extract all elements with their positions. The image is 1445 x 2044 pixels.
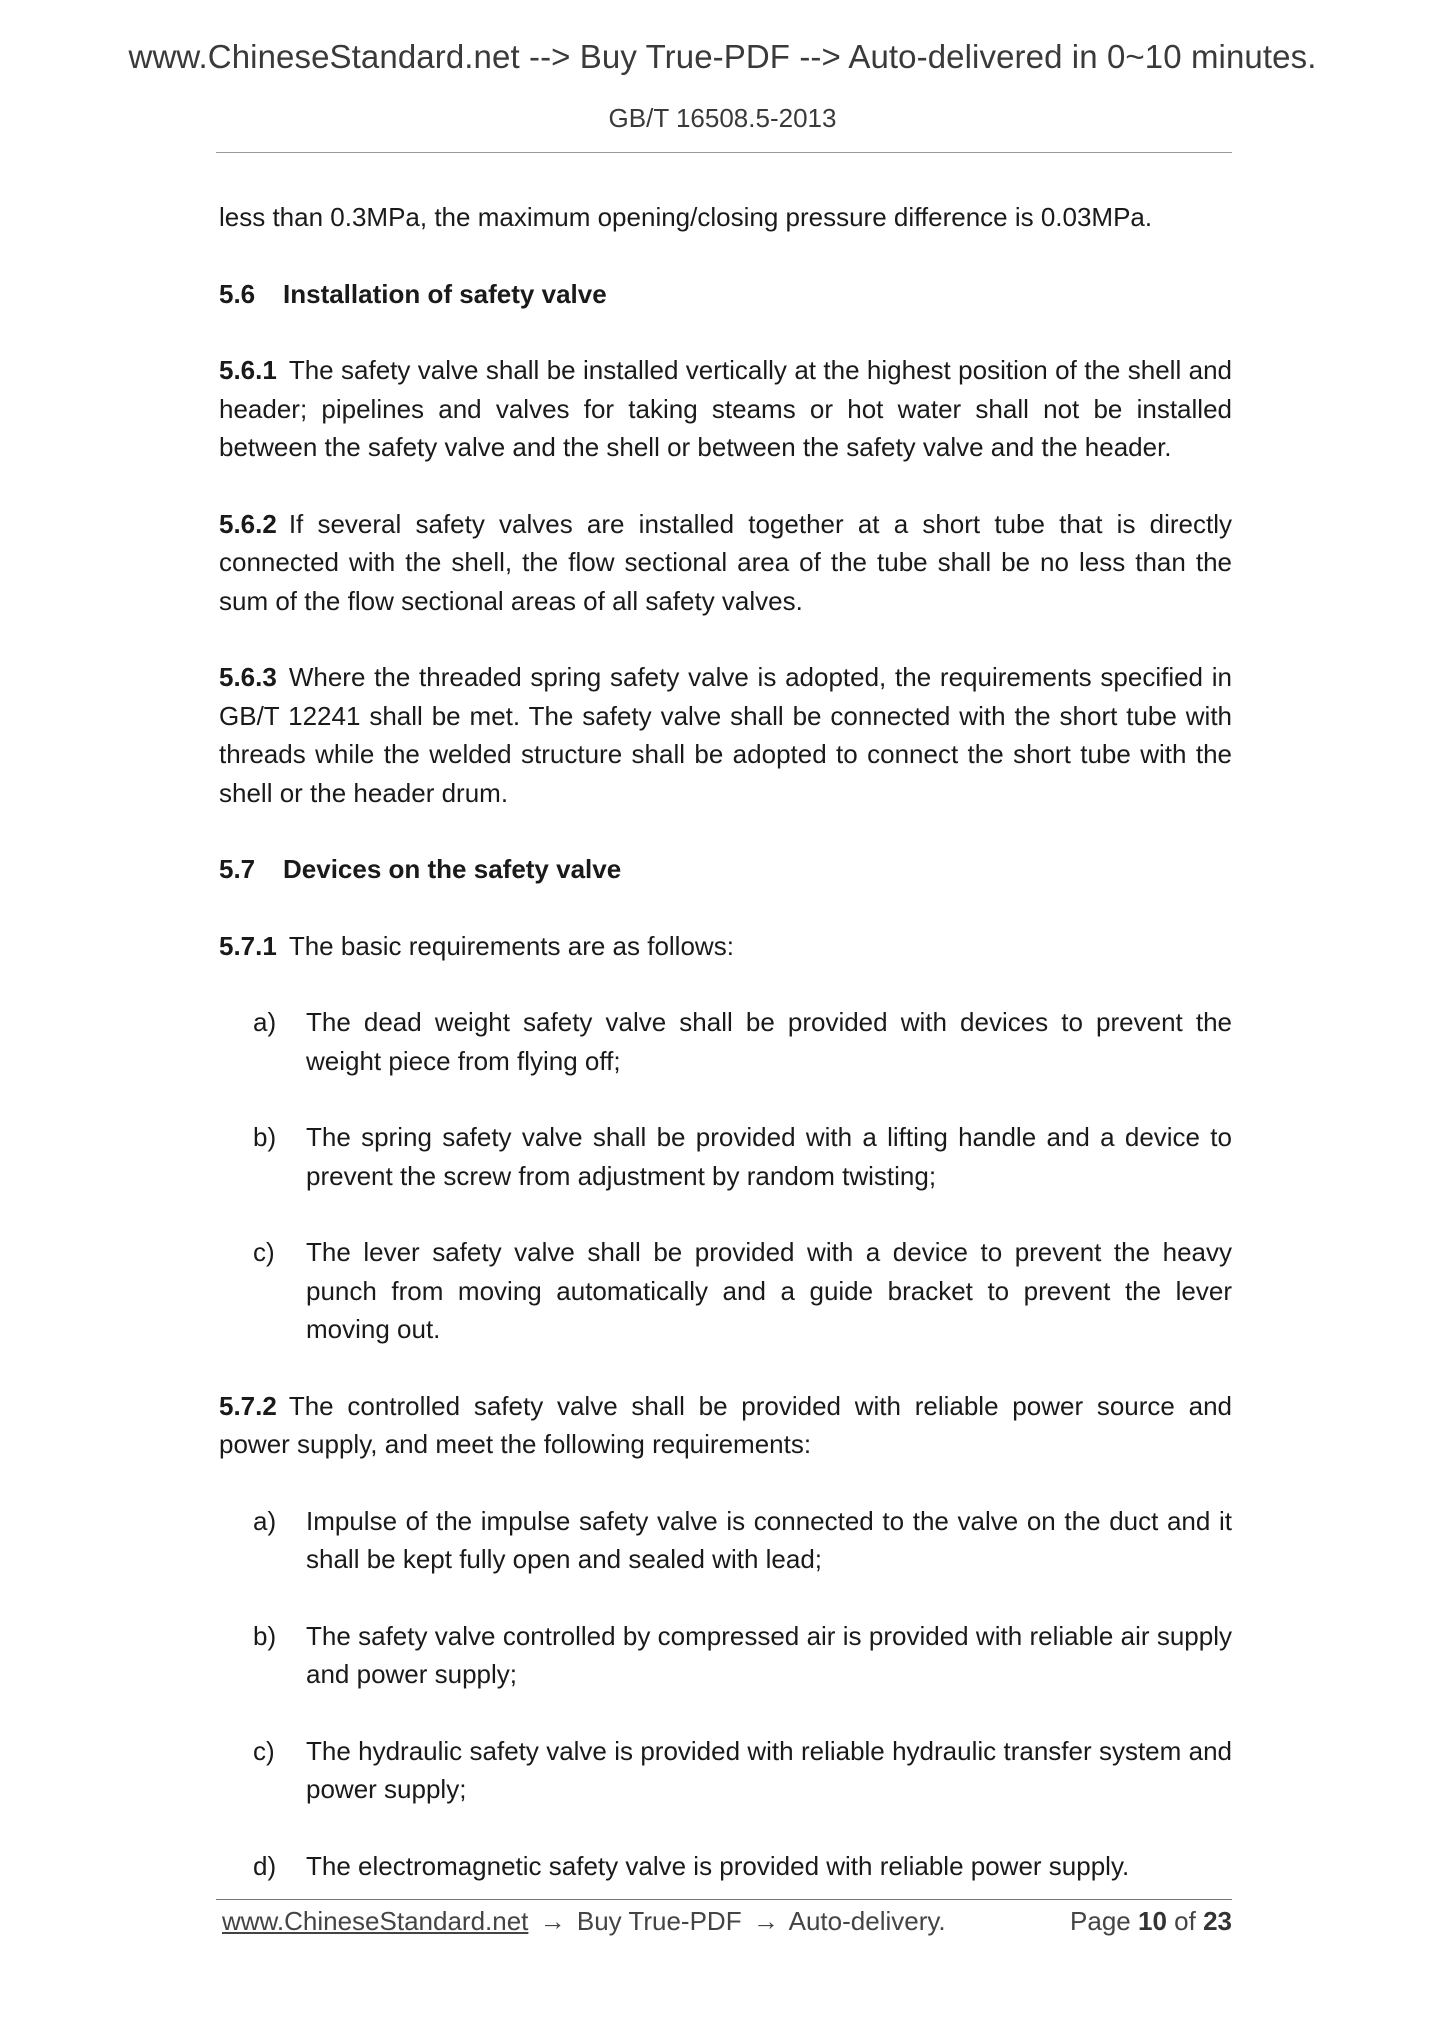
list-item-text: The hydraulic safety valve is provided with reliable hydraulic transfer system and power supply; xyxy=(306,1735,1232,1804)
clause-5-7-2 xyxy=(219,1387,1232,1464)
arrow-right-icon: → xyxy=(752,1906,779,1936)
list-item-label: c) xyxy=(253,1735,275,1766)
intro-paragraph: less than 0.3MPa, the maximum opening/closing pressure difference is 0.03MPa. xyxy=(219,202,1153,232)
clause-text: Where the threaded spring safety valve is adopted, the requirements specified in GB/T 12241 shall be met. The safety valve shall be connected with the short tube with threads while the welded structure shall be adopted to connect the short tube with the shell or the header drum. xyxy=(219,662,1232,808)
list-item xyxy=(219,1617,1232,1694)
list-item xyxy=(219,1118,1232,1195)
list-item-label: d) xyxy=(253,1850,277,1881)
clause-text: The safety valve shall be installed vertically at the highest position of the shell and header; pipelines and valves for taking steams or hot water shall not be installed between the safety valve and the shell or between the safety valve and the header. xyxy=(219,355,1232,462)
document-number: GB/T 16508.5-2013 xyxy=(608,103,837,133)
list-item xyxy=(219,1003,1232,1080)
section-title: Installation of safety valve xyxy=(283,278,607,309)
document-body xyxy=(219,198,1232,1885)
clause-number: 5.6.3 xyxy=(219,662,277,692)
current-page-number: 10 xyxy=(1138,1906,1167,1936)
list-item-text: Impulse of the impulse safety valve is connected to the valve on the duct and it shall be kept fully open and sealed with lead; xyxy=(306,1505,1232,1574)
list-item-label: b) xyxy=(253,1122,277,1152)
clause-number: 5.6.1 xyxy=(219,355,277,385)
list-item-label: b) xyxy=(253,1620,277,1651)
clause-5-6-2 xyxy=(219,505,1232,621)
page-indicator xyxy=(1070,1903,1232,1939)
list-item-text: The safety valve controlled by compressed air is provided with reliable air supply and power supply; xyxy=(306,1620,1232,1689)
list-item xyxy=(219,1502,1232,1579)
section-5-6-heading xyxy=(219,275,1232,314)
of-word: of xyxy=(1174,1906,1196,1936)
list-item xyxy=(219,1233,1232,1349)
footer-divider xyxy=(216,1899,1232,1900)
clause-text: The basic requirements are as follows: xyxy=(288,930,734,961)
list-item-text: The spring safety valve shall be provided with a lifting handle and a device to prevent the screw from adjustment by random twisting; xyxy=(306,1122,1232,1191)
list-item-label: a) xyxy=(253,1505,277,1536)
list-item xyxy=(219,1732,1232,1809)
footer-buy-text: Buy True-PDF xyxy=(576,1906,742,1936)
section-5-7-heading xyxy=(219,850,1232,889)
list-item-label: c) xyxy=(253,1237,275,1267)
top-banner: www.ChineseStandard.net --> Buy True-PDF --> Auto-delivered in 0~10 minutes. xyxy=(128,38,1317,75)
list-item-text: The electromagnetic safety valve is provided with reliable power supply. xyxy=(306,1850,1130,1881)
list-item-text: The dead weight safety valve shall be provided with devices to prevent the weight piece from flying off; xyxy=(306,1007,1232,1076)
section-number: 5.6 xyxy=(219,278,256,309)
clause-5-6-1 xyxy=(219,351,1232,467)
page-footer xyxy=(222,1903,1232,1939)
clause-5-6-3 xyxy=(219,658,1232,812)
clause-text: The controlled safety valve shall be provided with reliable power source and power supply, and meet the following requirements: xyxy=(219,1390,1232,1459)
list-item-text: The lever safety valve shall be provided with a device to prevent the heavy punch from moving automatically and a guide bracket to prevent the lever moving out. xyxy=(306,1237,1232,1344)
total-page-number: 23 xyxy=(1203,1906,1232,1936)
footer-delivery-text: Auto-delivery. xyxy=(788,1906,946,1936)
clause-number: 5.7.1 xyxy=(219,930,277,961)
list-item-label: a) xyxy=(253,1007,277,1037)
section-number: 5.7 xyxy=(219,854,256,884)
section-title: Devices on the safety valve xyxy=(283,854,622,884)
list-item xyxy=(219,1847,1232,1886)
header-divider xyxy=(216,152,1232,153)
clause-5-7-1 xyxy=(219,927,1232,966)
clause-text: If several safety valves are installed together at a short tube that is directly connected with the shell, the flow sectional area of the tube shall be no less than the sum of the flow sectional areas of all safety valves. xyxy=(219,508,1232,616)
clause-number: 5.6.2 xyxy=(219,508,277,539)
clause-number: 5.7.2 xyxy=(219,1390,277,1421)
arrow-right-icon: → xyxy=(539,1906,566,1936)
footer-website-link[interactable]: www.ChineseStandard.net xyxy=(222,1906,529,1936)
page-word: Page xyxy=(1070,1906,1131,1936)
